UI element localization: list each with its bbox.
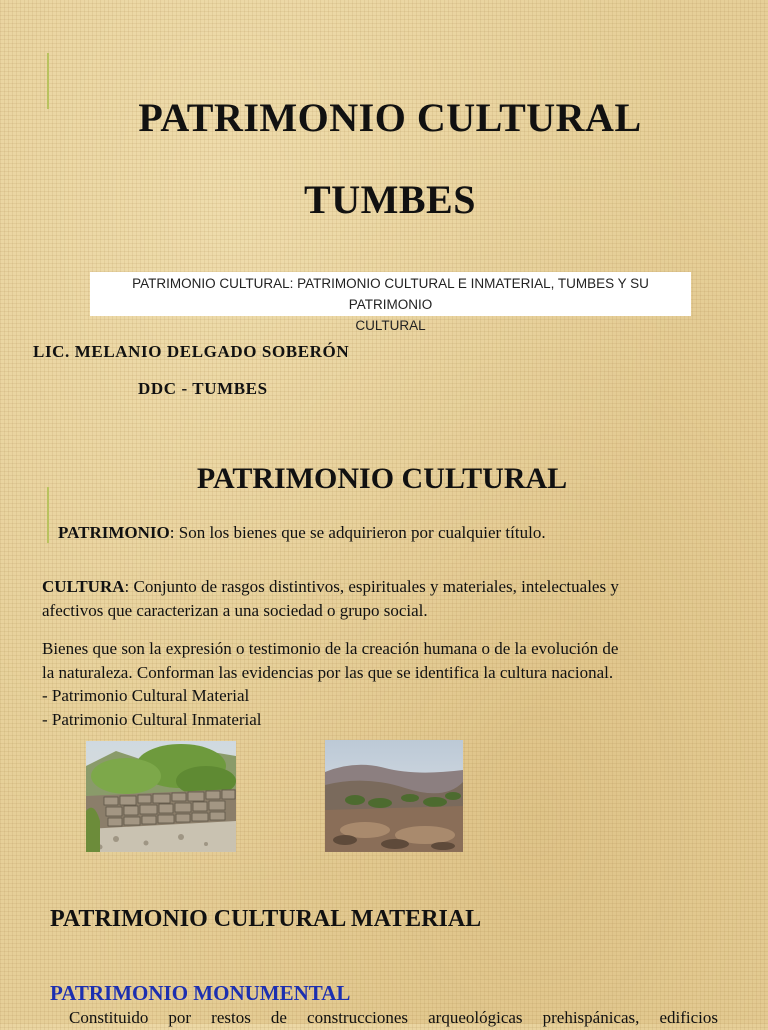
subtitle-box [90, 272, 691, 333]
landscape-image [325, 740, 463, 852]
cultura-term: CULTURA [42, 577, 125, 596]
author-institution: DDC - TUMBES [138, 379, 268, 398]
monument-subheading: PATRIMONIO MONUMENTAL [50, 981, 351, 1005]
stone-wall-photo [86, 741, 236, 852]
patrimonio-def: : Son los bienes que se adquirieron por cualquier título. [169, 523, 546, 542]
section-title: PATRIMONIO CULTURAL [196, 462, 568, 495]
patrimonio-definition [58, 521, 738, 545]
author-name: LIC. MELANIO DELGADO SOBERÓN [33, 342, 350, 361]
bienes-line2: la naturaleza. Conforman las evidencias por las que se identifica la cultura nacional. [42, 662, 614, 682]
list-item: - Patrimonio Cultural Material [42, 686, 250, 705]
monument-body-line1 [42, 1006, 718, 1030]
subtitle-line2: CULTURAL [355, 318, 426, 333]
cultura-definition [42, 575, 742, 622]
bienes-paragraph [42, 637, 762, 731]
cultura-def-line1: : Conjunto de rasgos distintivos, espirituales y materiales, intelectuales y [124, 577, 619, 596]
bienes-line1: Bienes que son la expresión o testimonio de la creación humana o de la evolución de [42, 639, 619, 658]
list-item: - Patrimonio Cultural Inmaterial [42, 709, 262, 729]
monument-body-text: Constituido por restos de construcciones arqueológicas prehispánicas, edificios [69, 1008, 718, 1027]
material-heading: PATRIMONIO CULTURAL MATERIAL [50, 906, 482, 932]
stone-wall-image [86, 741, 236, 852]
subtitle-line1: PATRIMONIO CULTURAL: PATRIMONIO CULTURAL E INMATERIAL, TUMBES Y SU PATRIMONIO [132, 276, 649, 312]
patrimonio-term: PATRIMONIO [58, 523, 170, 542]
page-title-line2: TUMBES [304, 177, 476, 222]
page-title-line1: PATRIMONIO CULTURAL [138, 95, 642, 140]
cultura-def-line2: afectivos que caracterizan a una sociedad o grupo social. [42, 600, 428, 620]
landscape-photo [325, 740, 463, 852]
